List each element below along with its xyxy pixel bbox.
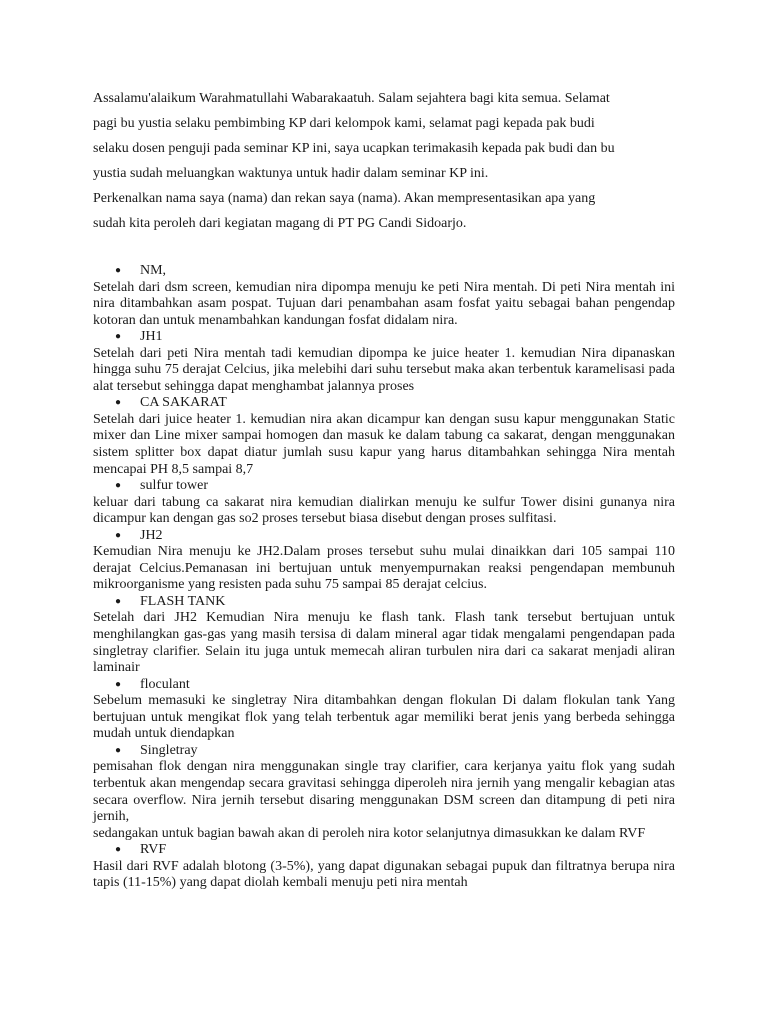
bullet-dot-icon: ● (115, 844, 122, 856)
bullet-item (93, 329, 675, 346)
bullet-dot-icon: ● (115, 678, 122, 690)
bullet-item (93, 263, 675, 280)
bullet-item (93, 842, 675, 859)
intro-line: sudah kita peroleh dari kegiatan magang di PT PG Candi Sidoarjo. (93, 216, 467, 231)
intro-line: pagi bu yustia selaku pembimbing KP dari kelompok kami, selamat pagi kepada pak budi (93, 116, 595, 131)
bullet-item (93, 528, 675, 545)
section-paragraph: Hasil dari RVF adalah blotong (3-5%), yang dapat digunakan sebagai pupuk dan filtratnya berupa nira tapis (11-15%) yang dapat diolah kembali menuju peti nira mentah (93, 858, 675, 891)
section-paragraph: Setelah dari dsm screen, kemudian nira dipompa menuju ke peti Nira mentah. Di peti Nira mentah ini nira ditambahkan asam pospat. Tujuan dari penambahan asam fosfat yaitu sebagai bahan pengendap kotoran dan untuk menambahkan kandungan fosfat didalam nira. (93, 279, 675, 328)
bullet-label: JH2 (140, 527, 163, 543)
intro-line: Perkenalkan nama saya (nama) dan rekan saya (nama). Akan mempresentasikan apa yang (93, 191, 596, 206)
bullet-item (93, 594, 675, 611)
bullet-dot-icon: ● (115, 331, 122, 343)
bullet-dot-icon: ● (115, 595, 122, 607)
section-paragraph: sedangakan untuk bagian bawah akan di peroleh nira kotor selanjutnya dimasukkan ke dalam RVF (93, 825, 646, 841)
section-paragraph: Setelah dari peti Nira mentah tadi kemudian dipompa ke juice heater 1. kemudian Nira dipanaskan hingga suhu 75 derajat Celcius, jika melebihi dari suhu tersebut maka akan terbentuk karamelisasi pada alat tersebut sehingga dapat menghambat jalannya proses (93, 345, 675, 394)
bullet-dot-icon: ● (115, 397, 122, 409)
section-paragraph: Kemudian Nira menuju ke JH2.Dalam proses tersebut suhu mulai dinaikkan dari 105 sampai 110 derajat Celcius.Pemanasan ini bertujuan untuk menyempurnakan reaksi pengendapan membunuh mikroorganisme yang resisten pada suhu 75 sampai 85 derajat celcius. (93, 544, 675, 593)
section-paragraph: pemisahan flok dengan nira menggunakan single tray clarifier, cara kerjanya yaitu flok yang sudah terbentuk akan mengendap secara gravitasi sehingga diperoleh nira jernih yang mengalir kebagian atas secara overflow. Nira jernih tersebut disaring menggunakan DSM screen dan ditampung di peti nira jernih, (93, 759, 675, 825)
bullet-label: RVF (140, 842, 167, 858)
bullet-item (93, 478, 675, 495)
section-paragraph: Sebelum memasuki ke singletray Nira ditambahkan dengan flokulan Di dalam flokulan tank Yang bertujuan untuk mengikat flok yang telah terbentuk agar memiliki berat jenis yang berbeda sehingga mudah untuk diendapkan (93, 693, 675, 742)
bullet-label: sulfur tower (140, 478, 209, 494)
intro-line: Assalamu'alaikum Warahmatullahi Wabarakaatuh. Salam sejahtera bagi kita semua. Selamat (93, 91, 610, 106)
bullet-item (93, 743, 675, 760)
bullet-dot-icon: ● (115, 744, 122, 756)
intro-line: selaku dosen penguji pada seminar KP ini, saya ucapkan terimakasih kepada pak budi dan bu (93, 141, 615, 156)
section-paragraph: Setelah dari juice heater 1. kemudian nira akan dicampur kan dengan susu kapur menggunakan Static mixer dan Line mixer sampai homogen dan masuk ke dalam tabung ca sakarat, dengan menggunakan sistem splitter box dapat diatur jumlah susu kapur yang harus ditambahkan sehingga Nira mentah mencapai PH 8,5 sampai 8,7 (93, 411, 675, 477)
bullet-label: FLASH TANK (140, 593, 226, 609)
bullet-dot-icon: ● (115, 480, 122, 492)
intro-line: yustia sudah meluangkan waktunya untuk hadir dalam seminar KP ini. (93, 166, 489, 181)
bullet-label: NM, (140, 263, 167, 278)
process-list (93, 263, 675, 892)
bullet-item (93, 395, 675, 412)
bullet-dot-icon: ● (115, 265, 122, 276)
section-paragraph: Setelah dari JH2 Kemudian Nira menuju ke flash tank. Flash tank tersebut bertujuan untuk menghilangkan gas-gas yang masih tersisa di dalam mineral agar tidak mengalami pengendapan pada singletray clarifier. Selain itu juga untuk memecah aliran turbulen nira dari ca sakarat menjadi aliran laminair (93, 610, 675, 676)
bullet-label: floculant (140, 676, 190, 692)
bullet-item (93, 677, 675, 694)
bullet-label: JH1 (140, 329, 163, 345)
intro-block (93, 86, 693, 236)
section-paragraph: keluar dari tabung ca sakarat nira kemudian dialirkan menuju ke sulfur Tower disini gunanya nira dicampur kan dengan gas so2 proses tersebut biasa disebut dengan proses sulfitasi. (93, 494, 675, 527)
bullet-label: Singletray (140, 742, 198, 758)
bullet-dot-icon: ● (115, 529, 122, 541)
bullet-label: CA SAKARAT (140, 395, 227, 411)
